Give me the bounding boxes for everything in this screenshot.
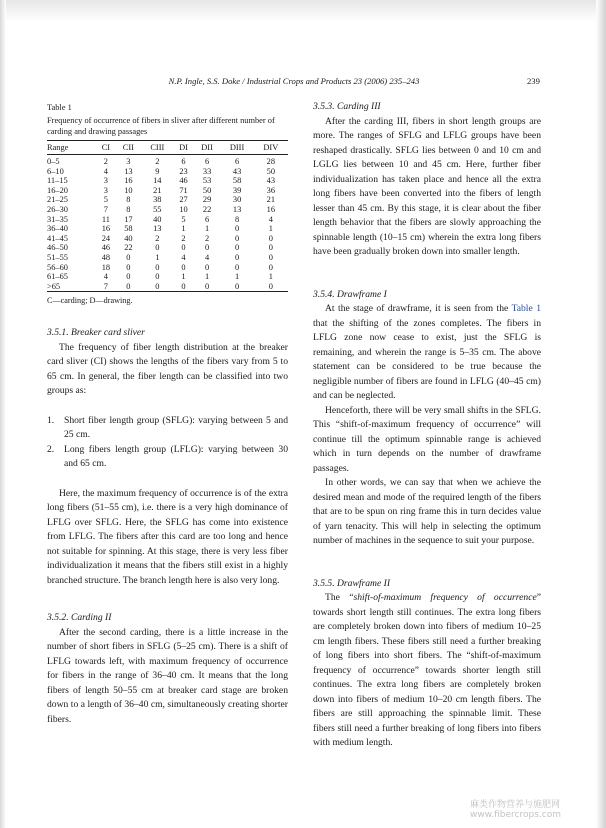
paragraph: The frequency of fiber length distribution at the breaker card sliver (CI) shows the lengths of the fibers vary from 5 to 65 cm. In general, the fiber length can be classified into two groups as:: [47, 341, 288, 397]
table-cell: 22: [202, 204, 212, 214]
table-cell: 9: [155, 166, 160, 176]
table-cell: 0: [268, 262, 273, 272]
table-cell: 48: [101, 252, 111, 262]
table-cell: 23: [179, 166, 188, 176]
table-cell: 0: [155, 243, 160, 253]
table-cell: 1: [268, 272, 273, 282]
table-cell: 1: [234, 272, 240, 282]
table-cell: 53: [202, 176, 212, 186]
table-row: [47, 155, 288, 167]
table-cell: 40: [124, 233, 133, 243]
table-header-cell: DI: [173, 141, 193, 155]
table-label: Table 1: [47, 103, 72, 112]
table-cell: 14: [153, 176, 162, 186]
section-heading-carding-ii: 3.5.2. Carding II: [47, 612, 112, 624]
table-cell: 8: [126, 204, 131, 214]
table-cell: 0: [181, 243, 186, 253]
table-header-cell: CII: [116, 141, 142, 155]
table-cell: 21: [266, 195, 276, 205]
table-row: [47, 272, 288, 282]
table-cell: 36: [266, 185, 276, 195]
section-heading-carding-iii: 3.5.3. Carding III: [313, 101, 381, 112]
table-header-cell: DIV: [254, 141, 288, 155]
table-cell: 43: [266, 176, 276, 186]
list-item-number: 2.: [47, 443, 55, 455]
table-cell: 21–25: [47, 195, 68, 205]
table-cell: 46: [179, 176, 188, 186]
table-header-cell: DIII: [220, 141, 253, 155]
table-cell: 6–10: [47, 166, 64, 176]
right-column: [313, 100, 541, 751]
viewer-right-shadow: [596, 0, 606, 828]
table-cell: 6: [204, 214, 210, 224]
table-row: [47, 253, 288, 263]
table-cell: 16: [101, 224, 111, 234]
table-row: [47, 195, 288, 205]
section-heading-breaker-card: 3.5.1. Breaker card sliver: [47, 327, 145, 339]
table-cell: 1: [204, 224, 210, 234]
table-cell: 0: [234, 233, 240, 243]
table-cell: 0: [204, 243, 210, 253]
table-caption: Frequency of occurrence of fibers in sliver after different number of carding and drawing passages: [47, 116, 275, 136]
table-cell: 0: [234, 281, 240, 291]
table-row: [47, 224, 288, 234]
table-row: [47, 205, 288, 215]
table-cell: 2: [204, 233, 210, 243]
table-cell: 4: [204, 252, 210, 262]
table-cell: 4: [103, 272, 108, 282]
table-cell: 0: [234, 243, 240, 253]
table-cell: 0: [268, 243, 273, 253]
table-cell: 8: [234, 214, 240, 224]
table-cell: 6: [234, 157, 240, 166]
table-row: [47, 234, 288, 244]
table-header-cell: Range: [47, 141, 96, 155]
paragraph: Henceforth, there will be very small shifts in the SFLG. This “shift-of-maximum frequency of occurrence” will continue till the optimum spinnable range is achieved which in turn depends on the number of drawframe passages.: [313, 404, 541, 474]
list-item-text: Long fibers length group (LFLG): varying between 30 and 65 cm.: [64, 443, 288, 470]
table-cell: 0: [126, 281, 131, 291]
table-cell: 13: [153, 224, 162, 234]
table-cell: 13: [124, 166, 133, 176]
table-cell: 51–55: [47, 252, 68, 262]
paragraph-text: ” towards short length still continues. The extra long fibers are completely broken down into fibers of medium 10–25 cm length fibers. These fibers still need a further breaking of long fibers into short fibers. The “shift-of-maximum frequency of occurrence” towards shorter length still continues. The extra long fibers are completely broken down into fibers of medium 10–20 cm length fibers. The fibers are still approaching the spinnable limit. These fibers still need a further breaking of long fibers into fibers with medium length.: [313, 592, 541, 748]
table-header-cell: CIII: [141, 141, 173, 155]
table-row: [47, 176, 288, 186]
table-cell: 61–65: [47, 272, 68, 282]
table-row: [47, 263, 288, 273]
left-column: [47, 100, 288, 727]
table-cell: 6: [181, 157, 186, 166]
table-cell: 0: [234, 224, 240, 234]
table-cell: 1: [204, 272, 210, 282]
table-cell: 22: [124, 243, 133, 253]
table-cell: 43: [232, 166, 242, 176]
running-head: N.P. Ingle, S.S. Doke / Industrial Crops and Products 23 (2006) 235–243: [168, 76, 420, 86]
paragraph: [313, 591, 541, 751]
table-row: [47, 186, 288, 196]
viewer-top-shadow: [0, 0, 606, 22]
table-cell: 46: [101, 243, 111, 253]
table-cell: 30: [232, 195, 242, 205]
table-cell: 4: [103, 166, 108, 176]
table-cell: 0: [234, 252, 240, 262]
list-item: [47, 443, 288, 472]
table-cell: 3: [103, 185, 108, 195]
table-cell: 0: [268, 281, 273, 291]
table-cell: 0–5: [47, 157, 60, 166]
list-item-number: 1.: [47, 414, 55, 426]
table-cell: 1: [155, 252, 160, 262]
table-cell: 24: [101, 233, 111, 243]
table-cell: 10: [124, 185, 133, 195]
paragraph-text: that the shifting of the zones completes. The fibers in LFLG zone now cease to exist, just the SFLG is remaining, and wherein the range is 5–35 cm. The above statement can be considered to be true because the negligible number of fibers are found in LFLG (40–45 cm) and can be neglected.: [313, 317, 541, 401]
table-cell: 58: [232, 176, 242, 186]
table-cell: 11–15: [47, 176, 68, 186]
table-cell: 8: [126, 195, 131, 205]
table-cell: 2: [155, 157, 160, 166]
table-cell: 55: [153, 204, 162, 214]
table-cell: 29: [202, 195, 212, 205]
table-body: [47, 155, 288, 292]
table-row: [47, 215, 288, 225]
table-cell: 0: [155, 281, 160, 291]
table-cell: 0: [204, 281, 210, 291]
fiber-group-list: [47, 414, 288, 472]
table-row: [47, 167, 288, 177]
table-cell: 16: [266, 204, 276, 214]
table-cell: 56–60: [47, 262, 68, 272]
table-cell: 5: [103, 195, 108, 205]
table-cell: 1: [181, 224, 186, 234]
viewer-left-shadow: [0, 0, 6, 828]
table-cell: 33: [202, 166, 212, 176]
table-cell: 0: [268, 233, 273, 243]
table-cell: 38: [153, 195, 162, 205]
table-cell: 39: [232, 185, 242, 195]
table-cell: 0: [155, 272, 160, 282]
table-cell: 2: [155, 233, 160, 243]
paragraph: [313, 302, 541, 404]
table-cell: 40: [153, 214, 162, 224]
table-header-cell: CI: [96, 141, 115, 155]
paragraph: After the second carding, there is a little increase in the number of short fibers in SFLG (5–25 cm). There is a shift of LFLG towards left, with maximum frequency of occurrence for fibers in the range of 36–40 cm. It means that the long fibers of length 50–55 cm at breaker card stage are broken down to a length of 36–40 cm, simultaneously creating shorter fibers.: [47, 626, 288, 725]
table-cell: 0: [126, 262, 131, 272]
table-cell: 18: [101, 262, 111, 272]
section-heading-drawframe-i: 3.5.4. Drawframe I: [313, 288, 387, 300]
table-cell: 50: [202, 185, 212, 195]
table-cell: 11: [101, 214, 110, 224]
table-cell: 58: [124, 224, 133, 234]
table-cell: 7: [103, 204, 108, 214]
table-cell: 0: [181, 262, 186, 272]
table-cell: 3: [103, 176, 108, 186]
emphasized-term: shift-of-maximum frequency of occurrence: [353, 592, 537, 603]
table-cell: 0: [234, 262, 240, 272]
table-cell: 2: [103, 157, 108, 166]
list-item: [47, 414, 288, 443]
paragraph: Here, the maximum frequency of occurrence is of the extra long fibers (51–55 cm), i.e. there is a very high dominance of LFLG over SFLG. Here, the SFLG has come into existence from LFLG. The fibers after this card are too long and hence not suitable for spinning. At this stage, there is very less fiber individualization it means that the fibers still exist in a highly branched structure. The branch length here is also very long.: [47, 487, 288, 586]
paragraph: After the carding III, fibers in short length groups are more. The ranges of SFLG and LFLG groups have been reshaped drastically. SFLG lies between 0 and 10 cm and LGLG lies between 10 and 45 cm. Here, further fiber individualization has taken place and hence all the extra long fibers have been converted into the fibers of length lesser than 45 cm. By this stage, it is clear about the fiber length behavior that the fibers are slowly approaching the spinnable length (10–15 cm) wherein the extra long fibers have been gradually broken down into smaller length.: [313, 115, 541, 257]
table-cell: >65: [47, 281, 61, 291]
list-item-text: Short fiber length group (SFLG): varying between 5 and 25 cm.: [64, 414, 288, 441]
table-cell: 1: [268, 224, 273, 234]
table-cell: 0: [126, 272, 131, 282]
table-cell: 71: [179, 185, 188, 195]
table-cell: 26–30: [47, 204, 68, 214]
page-number: 239: [527, 76, 540, 86]
table-cell: 46–50: [47, 243, 68, 253]
frequency-table: [47, 140, 288, 292]
table-cell: 4: [268, 214, 273, 224]
table-cell: 6: [204, 157, 210, 166]
table-cell: 16–20: [47, 185, 68, 195]
table-cell: 28: [266, 157, 276, 166]
table-cell: 16: [124, 176, 133, 186]
table-cell: 31–35: [47, 214, 68, 224]
table-cell: 0: [181, 281, 186, 291]
watermark-url: www.fibercrops.com: [470, 810, 561, 820]
table-footnote: C—carding; D—drawing.: [47, 296, 133, 306]
paragraph-text: The “: [325, 592, 354, 603]
table-cell: 10: [179, 204, 188, 214]
table-cell: 17: [124, 214, 133, 224]
table-cell: 41–45: [47, 233, 68, 243]
table-cell: 0: [155, 262, 160, 272]
section-heading-drawframe-ii: 3.5.5. Drawframe II: [313, 577, 391, 589]
table-reference-link[interactable]: Table 1: [511, 303, 541, 314]
table-cell: 0: [126, 252, 131, 262]
table-cell: 5: [181, 214, 186, 224]
table-cell: 27: [179, 195, 188, 205]
table-header-cell: DII: [194, 141, 221, 155]
table-cell: 0: [204, 262, 210, 272]
table-cell: 7: [103, 281, 108, 291]
table-header-row: [47, 141, 288, 155]
watermark-chinese: 麻类作物营养与施肥网: [470, 800, 561, 810]
table-cell: 36–40: [47, 224, 68, 234]
paragraph: In other words, we can say that when we achieve the desired mean and mode of the required length of the fibers that are to be spun on ring frame this in turn decides value of yarn tenacity. This will help in selecting the optimum number of machines in the sequence to suit your purpose.: [313, 477, 541, 546]
table-row: [47, 282, 288, 292]
table-cell: 50: [266, 166, 276, 176]
table-cell: 3: [126, 157, 131, 166]
table-cell: 13: [232, 204, 242, 214]
table-cell: 4: [181, 252, 186, 262]
table-cell: 0: [268, 252, 273, 262]
paragraph-text: At the stage of drawframe, it is seen from the: [325, 303, 512, 314]
table-cell: 1: [181, 272, 186, 282]
table-row: [47, 243, 288, 253]
table-cell: 21: [153, 185, 162, 195]
table-cell: 2: [181, 233, 186, 243]
